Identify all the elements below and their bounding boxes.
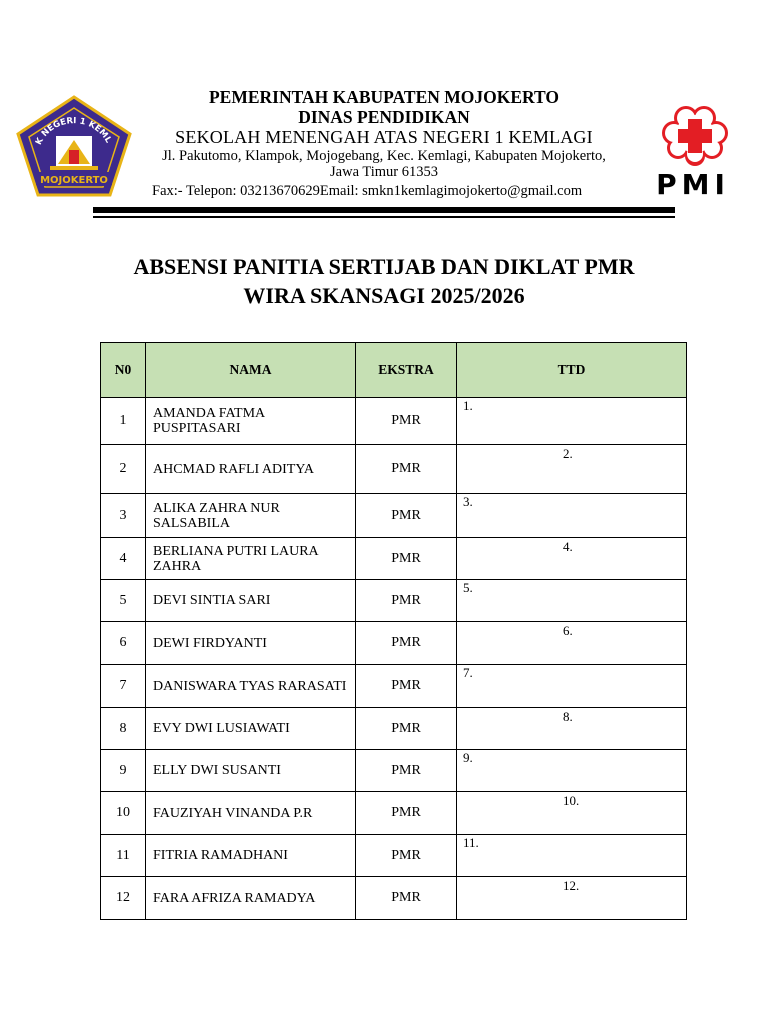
signature-number: 5. (463, 580, 473, 595)
cell-nama: BERLIANA PUTRI LAURA ZAHRA (146, 538, 356, 580)
cell-nama: ELLY DWI SUSANTI (146, 750, 356, 792)
letterhead-contact: Fax:- Telepon: 03213670629Email: smkn1kemlagimojokerto@gmail.com (152, 183, 583, 199)
signature-number: 7. (463, 665, 473, 680)
cell-ttd[interactable] (457, 445, 687, 494)
title-line-2: WIRA SKANSAGI 2025/2026 (243, 283, 525, 308)
table-row (101, 877, 687, 920)
cell-nama: DANISWARA TYAS RARASATI (146, 665, 356, 708)
attendance-table (100, 342, 687, 920)
signature-number: 11. (463, 835, 479, 850)
cell-ekstra: PMR (356, 792, 457, 835)
cell-ekstra: PMR (356, 665, 457, 708)
letterhead-government: PEMERINTAH KABUPATEN MOJOKERTO (208, 87, 560, 107)
cell-ttd[interactable] (457, 665, 687, 708)
cell-nama: FARA AFRIZA RAMADYA (146, 877, 356, 920)
cell-ekstra: PMR (356, 580, 457, 622)
logo-top-text: K NEGERI 1 KEML (33, 116, 114, 147)
cell-nama: AMANDA FATMA PUSPITASARI (146, 398, 356, 445)
signature-number: 2. (563, 446, 573, 461)
pmi-logo (652, 96, 734, 200)
table-row (101, 622, 687, 665)
table-header-row (101, 343, 687, 398)
cell-nama: FITRIA RAMADHANI (146, 835, 356, 877)
table-row (101, 708, 687, 750)
letterhead-department: DINAS PENDIDIKAN (298, 107, 470, 127)
school-logo (14, 94, 134, 198)
cell-ekstra: PMR (356, 538, 457, 580)
header-no: N0 (101, 343, 146, 398)
signature-number: 9. (463, 750, 473, 765)
letterhead-address: Jl. Pakutomo, Klampok, Mojogebang, Kec. Kemlagi, Kabupaten Mojokerto, (162, 148, 606, 164)
cell-no: 4 (101, 538, 146, 580)
cell-ttd[interactable] (457, 580, 687, 622)
table-row (101, 665, 687, 708)
signature-number: 4. (563, 539, 573, 554)
table-row (101, 445, 687, 494)
cell-ttd[interactable] (457, 622, 687, 665)
cell-ttd[interactable] (457, 750, 687, 792)
cell-ttd[interactable] (457, 708, 687, 750)
cell-ekstra: PMR (356, 398, 457, 445)
title-line-1: ABSENSI PANITIA SERTIJAB DAN DIKLAT PMR (133, 254, 635, 279)
header-ttd: TTD (457, 343, 687, 398)
table-row (101, 398, 687, 445)
cell-no: 12 (101, 877, 146, 920)
cell-no: 3 (101, 494, 146, 538)
cell-no: 2 (101, 445, 146, 494)
signature-number: 1. (463, 398, 473, 413)
cell-no: 11 (101, 835, 146, 877)
cell-no: 7 (101, 665, 146, 708)
cell-nama: DEWI FIRDYANTI (146, 622, 356, 665)
letterhead-school-name: SEKOLAH MENENGAH ATAS NEGERI 1 KEMLAGI (175, 127, 593, 147)
cell-ekstra: PMR (356, 877, 457, 920)
header-nama: NAMA (146, 343, 356, 398)
cell-no: 10 (101, 792, 146, 835)
pmi-logo-text: PMI (656, 168, 730, 200)
cell-ekstra: PMR (356, 708, 457, 750)
cell-ekstra: PMR (356, 494, 457, 538)
document-title (60, 252, 708, 310)
cell-no: 8 (101, 708, 146, 750)
cell-ekstra: PMR (356, 445, 457, 494)
header-ekstra: EKSTRA (356, 343, 457, 398)
signature-number: 8. (563, 709, 573, 724)
cell-ttd[interactable] (457, 835, 687, 877)
cell-ttd[interactable] (457, 398, 687, 445)
letterhead-rule-thin (93, 216, 675, 218)
cell-no: 9 (101, 750, 146, 792)
cell-nama: ALIKA ZAHRA NUR SALSABILA (146, 494, 356, 538)
cell-nama: EVY DWI LUSIAWATI (146, 708, 356, 750)
logo-bottom-text: MOJOKERTO (40, 175, 108, 186)
cell-ttd[interactable] (457, 792, 687, 835)
cell-no: 6 (101, 622, 146, 665)
letterhead (140, 87, 628, 199)
signature-number: 12. (563, 878, 580, 893)
cell-ekstra: PMR (356, 750, 457, 792)
signature-number: 6. (563, 623, 573, 638)
cell-nama: FAUZIYAH VINANDA P.R (146, 792, 356, 835)
cell-ekstra: PMR (356, 835, 457, 877)
cell-no: 1 (101, 398, 146, 445)
table-row (101, 580, 687, 622)
table-row (101, 750, 687, 792)
cell-nama: AHCMAD RAFLI ADITYA (146, 445, 356, 494)
cell-ttd[interactable] (457, 877, 687, 920)
signature-number: 10. (563, 793, 580, 808)
cell-ttd[interactable] (457, 538, 687, 580)
table-row (101, 792, 687, 835)
letterhead-rule-thick (93, 207, 675, 213)
cell-nama: DEVI SINTIA SARI (146, 580, 356, 622)
letterhead-address-city: Jawa Timur 61353 (330, 164, 438, 180)
table-row (101, 538, 687, 580)
table-row (101, 835, 687, 877)
table-row (101, 494, 687, 538)
signature-number: 3. (463, 494, 473, 509)
cell-ekstra: PMR (356, 622, 457, 665)
cell-no: 5 (101, 580, 146, 622)
cell-ttd[interactable] (457, 494, 687, 538)
